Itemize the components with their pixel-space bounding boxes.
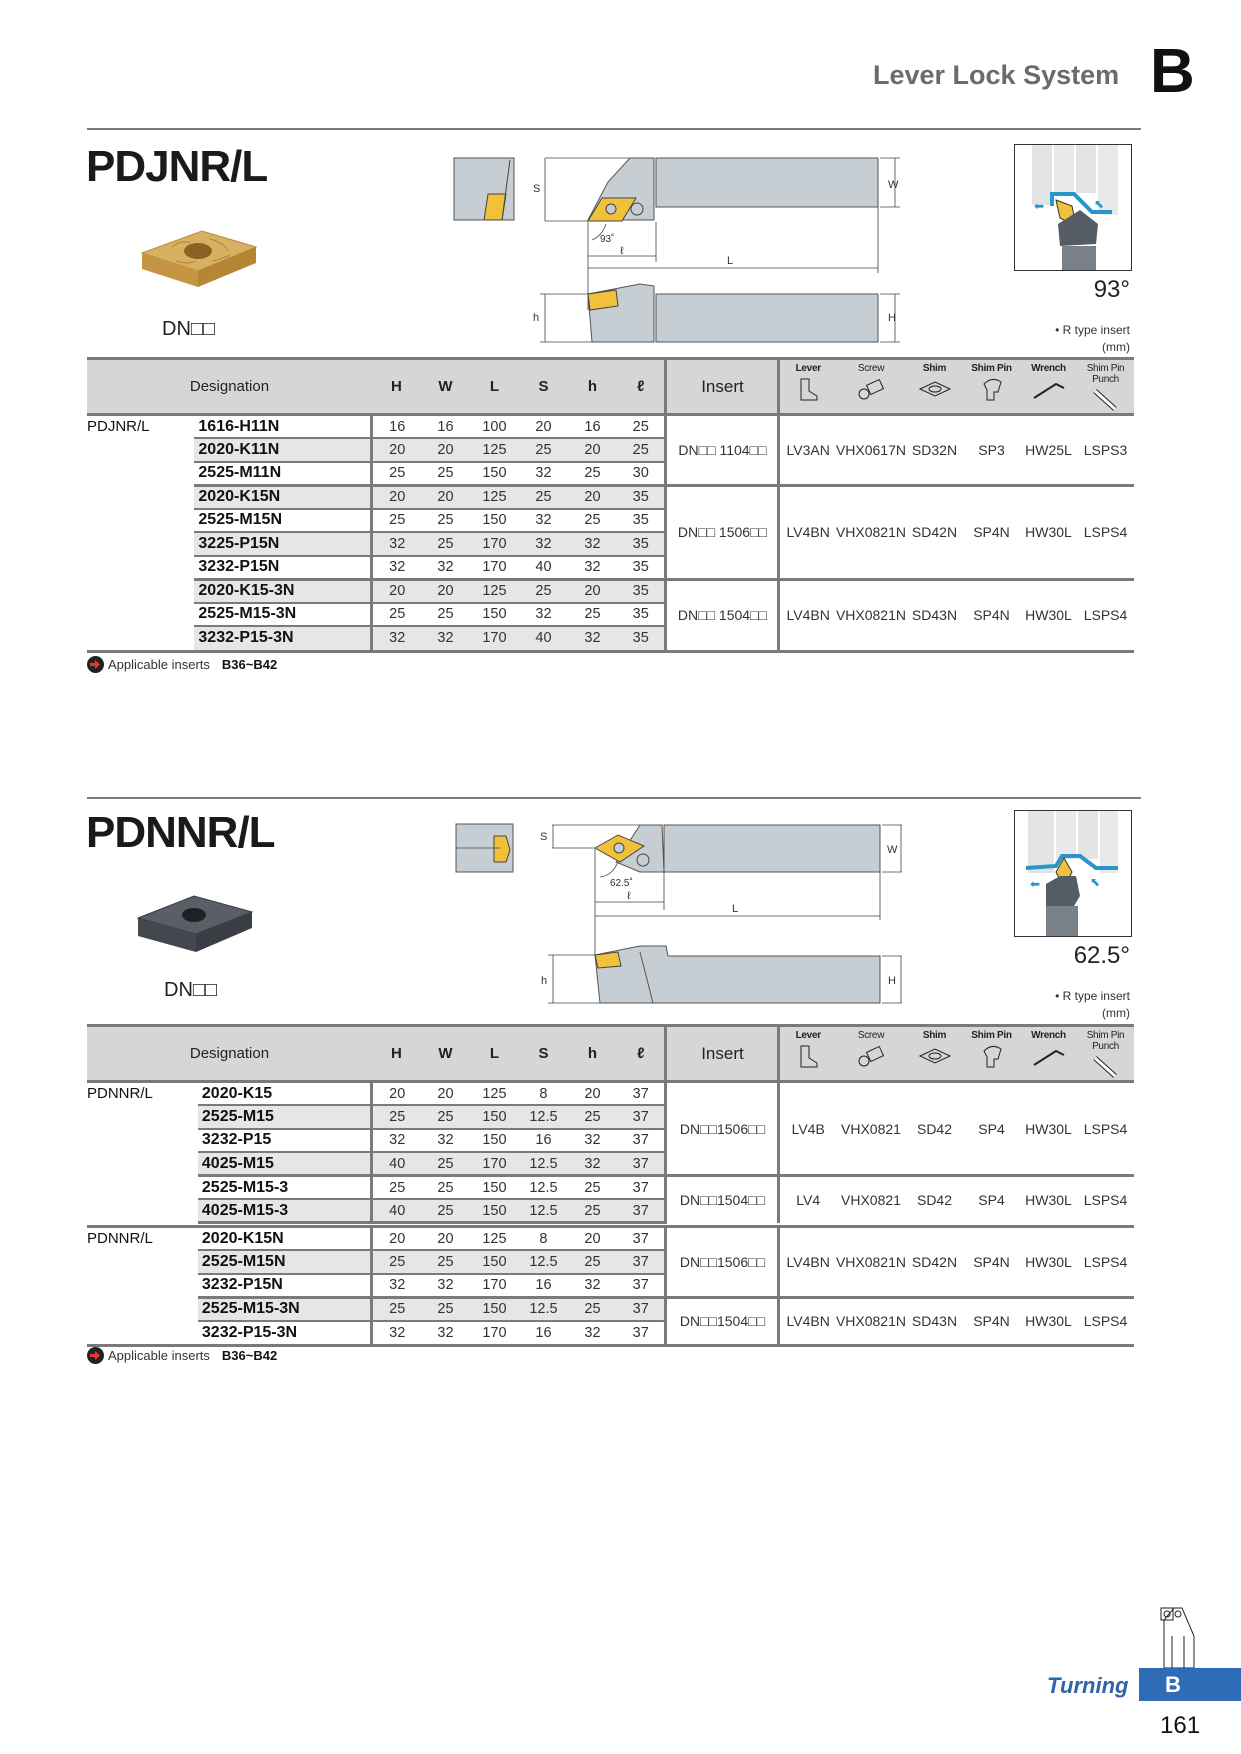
part-number: SD32N <box>906 415 963 486</box>
turning-tool-icon <box>1158 1602 1198 1670</box>
table-cell <box>87 1344 1134 1346</box>
part-number: LV4BN <box>779 485 836 579</box>
dimension-value: 25 <box>421 1176 470 1200</box>
dim-label-h: h <box>541 975 548 987</box>
page-number: 161 <box>1160 1712 1201 1739</box>
dimension-value: 12.5 <box>519 1176 568 1200</box>
dimension-value: 25 <box>372 509 421 533</box>
dimension-value: 25 <box>519 579 568 603</box>
dimension-value: 35 <box>617 532 666 556</box>
insert-designation: DN□□1504□□ <box>666 1297 779 1344</box>
dimension-value: 16 <box>519 1321 568 1345</box>
insert-code-label: DN□□ <box>162 318 216 340</box>
dimension-value: 25 <box>568 1199 617 1223</box>
designation-code: 2525-M15-3 <box>198 1176 372 1200</box>
part-number: SP4N <box>963 579 1020 650</box>
designation-code: 4025-M15-3 <box>198 1199 372 1223</box>
dimension-value: 32 <box>421 556 470 580</box>
col-header-shim: Shim <box>906 1026 963 1082</box>
dimension-value: 35 <box>617 579 666 603</box>
dimension-value: 125 <box>470 485 519 509</box>
dimension-value: 20 <box>568 438 617 462</box>
dimension-value: 25 <box>519 438 568 462</box>
dimension-value: 32 <box>568 1129 617 1153</box>
dimension-value: 150 <box>470 1297 519 1321</box>
lever-icon <box>795 376 821 402</box>
col-header-shim-pin-punch: Shim Pin Punch <box>1077 1026 1134 1082</box>
part-number: HW30L <box>1020 1082 1077 1176</box>
approach-angle: 62.5° <box>1073 942 1130 969</box>
screw-icon <box>856 1043 886 1069</box>
svg-text:⬅: ⬅ <box>1030 877 1041 891</box>
part-number: SD43N <box>906 579 963 650</box>
part-number: HW30L <box>1020 485 1077 579</box>
dimension-value: 35 <box>617 603 666 627</box>
part-number: HW25L <box>1020 415 1077 486</box>
designation-code: 2020-K15 <box>198 1082 372 1106</box>
dimension-value: 25 <box>372 1297 421 1321</box>
tool-holder-diagram <box>440 800 920 1010</box>
dimension-value: 170 <box>470 1152 519 1176</box>
part-number: SD42N <box>906 485 963 579</box>
shim-icon <box>918 1043 952 1069</box>
dimension-value: 16 <box>519 1274 568 1298</box>
dim-label-angle: 62.5˚ <box>610 878 633 889</box>
designation-code: 3232-P15N <box>194 556 372 580</box>
dimension-value: 32 <box>519 509 568 533</box>
col-header-wrench: Wrench <box>1020 359 1077 415</box>
section-divider <box>87 797 1141 799</box>
insert-designation: DN□□1506□□ <box>666 1082 779 1176</box>
shim-pin-icon <box>979 376 1005 402</box>
table-row <box>87 1227 1134 1251</box>
designation-code: 2525-M15N <box>198 1250 372 1274</box>
dimension-value: 25 <box>421 603 470 627</box>
dimension-value: 32 <box>372 1274 421 1298</box>
dimension-value: 150 <box>470 1250 519 1274</box>
col-header-wrench: Wrench <box>1020 1026 1077 1082</box>
dimension-value: 40 <box>519 626 568 650</box>
insert-code-label: DN□□ <box>164 979 218 1001</box>
part-number: SP4N <box>963 1297 1020 1344</box>
dimension-value: 35 <box>617 556 666 580</box>
dimension-value: 25 <box>372 1176 421 1200</box>
dimension-value: 20 <box>421 438 470 462</box>
dimension-value: 150 <box>470 603 519 627</box>
dimension-value: 125 <box>470 438 519 462</box>
part-number: LV4BN <box>779 1227 836 1298</box>
col-header-L: L <box>470 1026 519 1082</box>
dimension-value: 37 <box>617 1274 666 1298</box>
series-label: PDNNR/L <box>87 1227 198 1345</box>
dimension-value: 37 <box>617 1129 666 1153</box>
part-number: LSPS4 <box>1077 485 1134 579</box>
table-row <box>87 1297 1134 1321</box>
designation-code: 4025-M15 <box>198 1152 372 1176</box>
dimension-value: 100 <box>482 418 507 435</box>
col-header-screw: Screw <box>836 359 906 415</box>
part-number: LV4B <box>779 1082 836 1176</box>
insert-designation: DN□□ 1506□□ <box>666 485 779 579</box>
col-header-insert: Insert <box>666 359 779 415</box>
part-number: HW30L <box>1020 1227 1077 1298</box>
dimension-value: 20 <box>568 485 617 509</box>
part-number: LSPS4 <box>1077 579 1134 650</box>
part-number: LV4BN <box>779 1297 836 1344</box>
wrench-icon <box>1032 1043 1066 1069</box>
dimension-value: 16 <box>437 418 454 435</box>
header-divider <box>87 128 1141 130</box>
dimension-value: 32 <box>568 1152 617 1176</box>
dimension-value: 37 <box>617 1199 666 1223</box>
dimension-value: 125 <box>482 1085 507 1102</box>
part-number: HW30L <box>1020 1176 1077 1223</box>
part-number: SP4N <box>963 1227 1020 1298</box>
dimension-value: 25 <box>421 509 470 533</box>
dimension-value: 32 <box>568 626 617 650</box>
table-cell <box>87 1026 1134 1082</box>
footer-section-tab[interactable]: B <box>1139 1668 1241 1701</box>
dimension-value: 150 <box>470 509 519 533</box>
col-header-h: h <box>568 1026 617 1082</box>
dim-label-W: W <box>887 844 898 856</box>
dimension-value: 37 <box>617 1250 666 1274</box>
dimension-value: 8 <box>519 1227 568 1251</box>
punch-icon <box>1091 1054 1121 1080</box>
part-number: LV3AN <box>779 415 836 486</box>
designation-code: 3232-P15 <box>198 1129 372 1153</box>
part-number: VHX0821N <box>836 485 906 579</box>
designation-code: 2525-M15 <box>198 1105 372 1129</box>
dimension-value: 20 <box>568 1227 617 1251</box>
table-row <box>87 1082 1134 1106</box>
dimension-value: 16 <box>584 418 601 435</box>
designation-code: 2020-K15N <box>194 485 372 509</box>
dimension-value: 25 <box>372 462 421 486</box>
spec-table-pdjnr <box>87 357 1134 653</box>
col-header-l: ℓ <box>617 359 666 415</box>
dimension-value: 150 <box>470 1199 519 1223</box>
dimension-value: 20 <box>535 418 552 435</box>
series-label: PDJNR/L <box>87 418 150 435</box>
designation-code: 1616-H11N <box>194 415 372 439</box>
col-header-S: S <box>519 1026 568 1082</box>
dimension-value: 25 <box>568 462 617 486</box>
dim-label-L: L <box>732 903 739 915</box>
insert-designation: DN□□1504□□ <box>666 1176 779 1223</box>
application-diagram <box>1014 810 1132 938</box>
arrow-right-icon <box>87 656 104 673</box>
table-row <box>87 1176 1134 1200</box>
arrow-right-icon <box>87 1347 104 1364</box>
dimension-value: 25 <box>421 1152 470 1176</box>
approach-angle: 93° <box>1093 276 1130 303</box>
section-letter: B <box>1150 37 1195 106</box>
dimension-value: 25 <box>421 462 470 486</box>
dimension-value: 16 <box>389 418 406 435</box>
dimension-value: 32 <box>372 1129 421 1153</box>
dimension-value: 25 <box>632 418 649 435</box>
designation-code: 2525-M11N <box>194 462 372 486</box>
dim-label-W: W <box>888 179 899 191</box>
wrench-icon <box>1032 376 1066 402</box>
part-number: HW30L <box>1020 579 1077 650</box>
designation-code: 3232-P15-3N <box>194 626 372 650</box>
dimension-value: 25 <box>421 1199 470 1223</box>
col-header-L: L <box>470 359 519 415</box>
col-header-S: S <box>519 359 568 415</box>
part-number: VHX0821N <box>836 1297 906 1344</box>
dimension-value: 32 <box>568 556 617 580</box>
col-header-h: h <box>568 359 617 415</box>
dimension-value: 150 <box>470 1105 519 1129</box>
dimension-value: 37 <box>617 1176 666 1200</box>
designation-code: 2020-K15N <box>198 1227 372 1251</box>
insert-designation: DN□□ 1104□□ <box>666 415 779 486</box>
dim-label-S: S <box>540 831 548 843</box>
dimension-value: 20 <box>437 1085 454 1102</box>
dim-label-l: ℓ <box>627 890 631 902</box>
table-cell <box>87 650 1134 652</box>
col-header-shim-pin: Shim Pin <box>963 1026 1020 1082</box>
dimension-value: 32 <box>421 1129 470 1153</box>
designation-code: 2020-K15-3N <box>194 579 372 603</box>
spec-table-pdnnr <box>87 1024 1134 1347</box>
lever-icon <box>795 1043 821 1069</box>
table-row <box>87 415 1134 439</box>
dimension-value: 25 <box>568 1297 617 1321</box>
col-header-screw: Screw <box>836 1026 906 1082</box>
dim-label-H: H <box>888 312 896 324</box>
dimension-value: 25 <box>372 1105 421 1129</box>
dimension-value: 150 <box>470 1176 519 1200</box>
part-number: VHX0617N <box>836 415 906 486</box>
dimension-value: 32 <box>568 1321 617 1345</box>
col-header-designation: Designation <box>87 1026 372 1082</box>
dimension-value: 20 <box>584 1085 601 1102</box>
table-cell <box>87 359 1134 415</box>
part-number: HW30L <box>1020 1297 1077 1344</box>
part-number: SD42 <box>906 1082 963 1176</box>
dimension-value: 170 <box>470 1321 519 1345</box>
dimension-value: 125 <box>470 579 519 603</box>
designation-code: 2525-M15-3N <box>194 603 372 627</box>
dimension-value: 32 <box>372 532 421 556</box>
dimension-value: 32 <box>519 532 568 556</box>
dimension-value: 8 <box>539 1085 548 1102</box>
dimension-value: 20 <box>421 1227 470 1251</box>
dimension-value: 20 <box>372 579 421 603</box>
dim-label-l: ℓ <box>620 245 624 257</box>
dimension-value: 25 <box>421 1105 470 1129</box>
designation-code: 2525-M15N <box>194 509 372 533</box>
part-number: VHX0821N <box>836 1227 906 1298</box>
dimension-value: 25 <box>421 532 470 556</box>
dimension-value: 32 <box>519 462 568 486</box>
col-header-shim-pin-punch: Shim Pin Punch <box>1077 359 1134 415</box>
dimension-value: 150 <box>470 462 519 486</box>
dimension-value: 32 <box>372 626 421 650</box>
end-view <box>454 158 514 220</box>
dimension-value: 20 <box>568 579 617 603</box>
part-number: VHX0821 <box>836 1082 906 1176</box>
part-number: SD42N <box>906 1227 963 1298</box>
dimension-value: 37 <box>617 1152 666 1176</box>
col-header-W: W <box>421 1026 470 1082</box>
dimension-value: 32 <box>372 556 421 580</box>
dimension-value: 25 <box>372 603 421 627</box>
dimension-value: 35 <box>617 509 666 533</box>
part-number: LSPS4 <box>1077 1176 1134 1223</box>
part-number: LSPS4 <box>1077 1297 1134 1344</box>
dimension-value: 25 <box>568 1250 617 1274</box>
dimension-value: 32 <box>519 603 568 627</box>
dimension-value: 30 <box>617 462 666 486</box>
part-number: SP4 <box>963 1082 1020 1176</box>
dimension-value: 12.5 <box>519 1105 568 1129</box>
r-type-note: • R type insert (mm) <box>1055 989 1130 1020</box>
designation-code: 3232-P15N <box>198 1274 372 1298</box>
r-type-note: • R type insert (mm) <box>1055 323 1130 354</box>
dim-label-H: H <box>888 975 896 987</box>
svg-text:⬉: ⬉ <box>1094 197 1105 211</box>
application-diagram <box>1014 144 1132 272</box>
dimension-value: 25 <box>421 1297 470 1321</box>
dimension-value: 25 <box>421 1250 470 1274</box>
col-header-lever: Lever <box>779 359 836 415</box>
footer-category: Turning <box>1047 1673 1129 1698</box>
col-header-l: ℓ <box>617 1026 666 1082</box>
dimension-value: 32 <box>421 1274 470 1298</box>
dimension-value: 20 <box>389 1085 406 1102</box>
dimension-value: 37 <box>617 1227 666 1251</box>
dimension-value: 12.5 <box>519 1199 568 1223</box>
dimension-value: 20 <box>372 1227 421 1251</box>
dimension-value: 20 <box>372 438 421 462</box>
part-number: LV4BN <box>779 579 836 650</box>
dimension-value: 37 <box>617 1105 666 1129</box>
page-header-title: Lever Lock System <box>873 60 1120 90</box>
dimension-value: 37 <box>617 1321 666 1345</box>
part-number: VHX0821 <box>836 1176 906 1223</box>
col-header-shim: Shim <box>906 359 963 415</box>
part-number: LSPS3 <box>1077 415 1134 486</box>
dimension-value: 12.5 <box>519 1152 568 1176</box>
designation-code: 2525-M15-3N <box>198 1297 372 1321</box>
part-number: LSPS4 <box>1077 1227 1134 1298</box>
dim-label-h: h <box>533 312 540 324</box>
dim-label-angle: 93˚ <box>600 234 615 245</box>
dimension-value: 170 <box>470 556 519 580</box>
dim-label-S: S <box>533 183 541 195</box>
insert-image-gold <box>132 225 262 295</box>
dimension-value: 32 <box>421 1321 470 1345</box>
dimension-value: 125 <box>470 1227 519 1251</box>
part-number: SP3 <box>963 415 1020 486</box>
dimension-value: 35 <box>617 626 666 650</box>
table-row <box>87 579 1134 603</box>
dimension-value: 16 <box>519 1129 568 1153</box>
part-number: SD43N <box>906 1297 963 1344</box>
col-header-insert: Insert <box>666 1026 779 1082</box>
svg-text:⬉: ⬉ <box>1090 875 1101 889</box>
dimension-value: 40 <box>372 1199 421 1223</box>
dimension-value: 170 <box>470 1274 519 1298</box>
dimension-value: 35 <box>617 485 666 509</box>
designation-code: 3232-P15-3N <box>198 1321 372 1345</box>
product-title: PDNNR/L <box>86 808 275 857</box>
col-header-H: H <box>372 1026 421 1082</box>
dimension-value: 25 <box>568 603 617 627</box>
dimension-value: 40 <box>372 1152 421 1176</box>
dimension-value: 32 <box>568 532 617 556</box>
dimension-value: 25 <box>568 1176 617 1200</box>
series-label: PDNNR/L <box>87 1085 153 1102</box>
shim-icon <box>918 376 952 402</box>
dimension-value: 150 <box>470 1129 519 1153</box>
dimension-value: 25 <box>568 1105 617 1129</box>
col-header-designation: Designation <box>87 359 372 415</box>
screw-icon <box>856 376 886 402</box>
dimension-value: 32 <box>372 1321 421 1345</box>
table-cell <box>87 650 1134 652</box>
dimension-value: 25 <box>519 485 568 509</box>
designation-code: 2020-K11N <box>194 438 372 462</box>
col-header-shim-pin: Shim Pin <box>963 359 1020 415</box>
tool-holder-diagram <box>440 140 920 350</box>
table-row <box>87 485 1134 509</box>
col-header-W: W <box>421 359 470 415</box>
dimension-value: 12.5 <box>519 1250 568 1274</box>
dimension-value: 25 <box>617 438 666 462</box>
punch-icon <box>1091 387 1121 413</box>
dimension-value: 170 <box>470 532 519 556</box>
product-title: PDJNR/L <box>86 142 268 191</box>
dimension-value: 37 <box>617 1297 666 1321</box>
shim-pin-icon <box>979 1043 1005 1069</box>
applicable-inserts-link[interactable]: Applicable inserts B36~B42 <box>87 656 277 673</box>
table-cell <box>87 1344 1134 1346</box>
insert-image-dark <box>132 890 262 960</box>
dimension-value: 25 <box>568 509 617 533</box>
svg-text:⬅: ⬅ <box>1034 199 1045 213</box>
insert-designation: DN□□1506□□ <box>666 1227 779 1298</box>
col-header-lever: Lever <box>779 1026 836 1082</box>
dimension-value: 40 <box>519 556 568 580</box>
dimension-value: 170 <box>470 626 519 650</box>
insert-designation: DN□□ 1504□□ <box>666 579 779 650</box>
dimension-value: 20 <box>421 485 470 509</box>
dimension-value: 32 <box>421 626 470 650</box>
dim-label-L: L <box>727 255 734 267</box>
col-header-H: H <box>372 359 421 415</box>
designation-code: 3225-P15N <box>194 532 372 556</box>
dimension-value: 20 <box>372 485 421 509</box>
dimension-value: 12.5 <box>519 1297 568 1321</box>
part-number: VHX0821N <box>836 579 906 650</box>
dimension-value: 37 <box>632 1085 649 1102</box>
dimension-value: 20 <box>421 579 470 603</box>
part-number: SP4N <box>963 485 1020 579</box>
dimension-value: 25 <box>372 1250 421 1274</box>
part-number: SD42 <box>906 1176 963 1223</box>
part-number: LV4 <box>779 1176 836 1223</box>
applicable-inserts-link[interactable]: Applicable inserts B36~B42 <box>87 1347 277 1364</box>
part-number: LSPS4 <box>1077 1082 1134 1176</box>
dimension-value: 32 <box>568 1274 617 1298</box>
part-number: SP4 <box>963 1176 1020 1223</box>
